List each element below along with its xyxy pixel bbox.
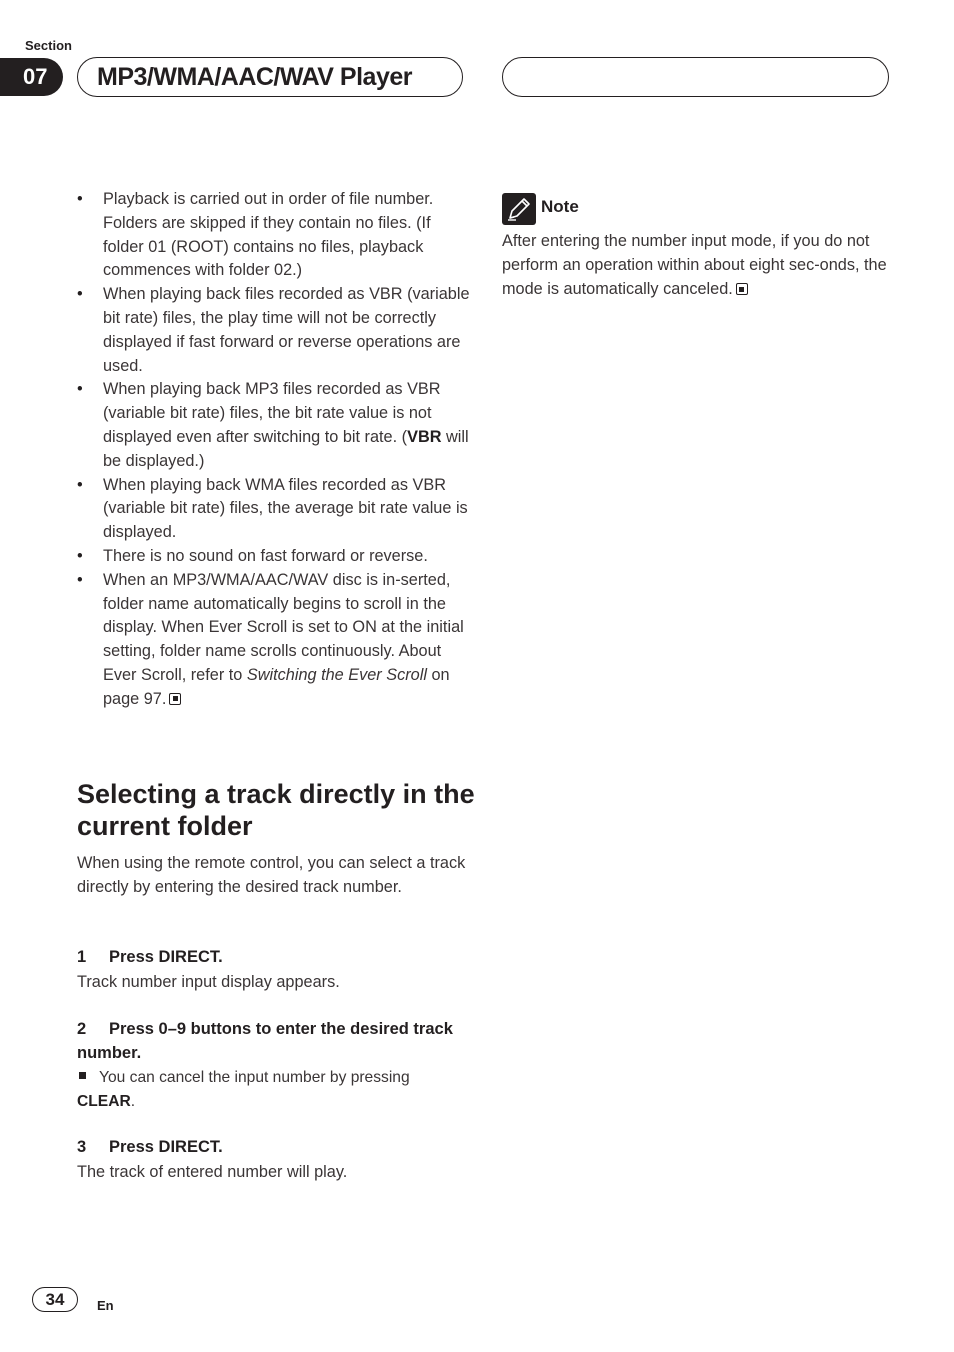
list-item-text: When playing back MP3 files recorded as VBR (variable bit rate) files, the bit rate value is not displayed even after switching to bit rate. ( xyxy=(103,380,441,446)
list-item xyxy=(77,474,472,545)
step-number: 3 xyxy=(77,1138,87,1156)
step-1-body: Track number input display appears. xyxy=(77,973,340,991)
list-item-text: Playback is carried out in order of file number. Folders are skipped if they contain no files. (If folder 01 (ROOT) contains no files, playback commences with folder 02.) xyxy=(103,190,434,280)
step-3-title xyxy=(77,1136,472,1160)
list-item-text: When an MP3/WMA/AAC/WAV disc is in-serted, folder name automatically begins to scroll in the display. When Ever Scroll is set to ON at the initial setting, folder name scrolls continuously. About Ever Scroll, refer to xyxy=(103,570,464,684)
step-number: 2 xyxy=(77,1020,87,1038)
note-square-icon xyxy=(79,1072,86,1079)
step-title-text: Press DIRECT. xyxy=(109,1138,223,1156)
clear-button-label: CLEAR xyxy=(77,1093,131,1110)
end-of-section-icon xyxy=(169,693,181,705)
language-code: En xyxy=(97,1298,114,1313)
step-note-text: You can cancel the input number by pressing xyxy=(99,1069,410,1086)
playback-notes-list xyxy=(77,188,472,712)
list-item-text: There is no sound on fast forward or reverse. xyxy=(103,546,428,565)
note-label: Note xyxy=(541,197,579,216)
step-title-text: Press DIRECT. xyxy=(109,948,223,966)
step-2-note xyxy=(77,1066,472,1114)
chapter-title: MP3/WMA/AAC/WAV Player xyxy=(97,63,412,91)
section-heading: Selecting a track directly in the current folder xyxy=(77,779,475,841)
list-item xyxy=(77,569,472,712)
step-title-text: Press 0–9 buttons to enter the desired track number. xyxy=(77,1020,453,1062)
section-intro: When using the remote control, you can select a track directly by entering the desired track number. xyxy=(77,854,466,896)
page-number: 34 xyxy=(32,1287,78,1312)
list-item-text: When playing back WMA files recorded as VBR (variable bit rate) files, the average bit rate value is displayed. xyxy=(103,475,468,542)
pencil-note-icon xyxy=(502,193,536,225)
header-empty-frame xyxy=(502,57,889,97)
cross-reference-link[interactable]: Switching the Ever Scroll xyxy=(246,665,427,684)
list-item-text: When playing back files recorded as VBR (variable bit rate) files, the play time will not be correctly displayed if fast forward or reverse operations are used. xyxy=(103,285,470,375)
list-item xyxy=(77,188,472,283)
step-2-title xyxy=(77,1018,472,1065)
end-of-section-icon xyxy=(736,283,748,295)
step-3-body: The track of entered number will play. xyxy=(77,1163,348,1181)
vbr-label: VBR xyxy=(407,427,442,446)
list-item-text: will be displayed.) xyxy=(103,427,469,470)
step-1-title xyxy=(77,946,472,970)
section-number-badge: 07 xyxy=(0,58,63,96)
list-item xyxy=(77,378,472,473)
list-item xyxy=(77,283,472,378)
step-note-end: . xyxy=(130,1093,136,1110)
step-number: 1 xyxy=(77,948,87,966)
note-text xyxy=(502,229,887,301)
section-label: Section xyxy=(25,38,72,53)
list-item-text: on page 97. xyxy=(103,665,450,708)
note-body: After entering the number input mode, if you do not perform an operation within about eight sec-onds, the mode is automatically canceled. xyxy=(502,232,887,298)
list-item xyxy=(77,545,472,569)
